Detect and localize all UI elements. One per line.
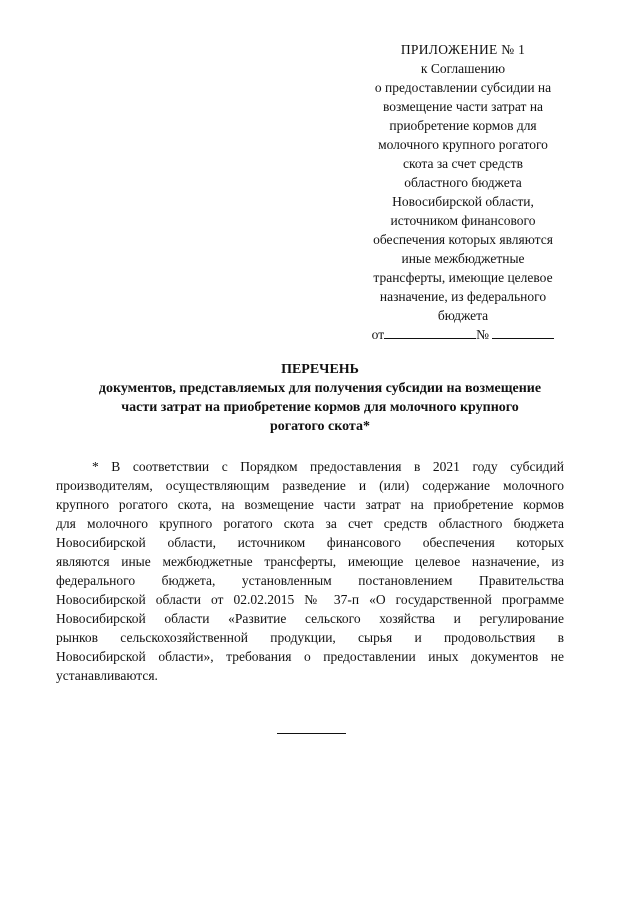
footnote-line: производителям, осуществляющим разведение и (или) содержание молочного xyxy=(56,478,564,493)
appendix-line: молочного крупного рогатого xyxy=(378,137,548,152)
footnote-line: Новосибирской области, источником финансового обеспечения которых xyxy=(56,535,564,550)
appendix-line: назначение, из федерального xyxy=(379,289,547,304)
footnote-line: крупного рогатого скота, на возмещение части затрат на приобретение кормов xyxy=(56,497,564,512)
footnote-line: для молочного крупного рогатого скота за счет средств областного бюджета xyxy=(56,516,564,531)
date-blank-field[interactable] xyxy=(384,325,476,339)
appendix-line: иные межбюджетные xyxy=(401,251,525,266)
footnote-line: устанавливаются. xyxy=(56,668,158,683)
heading-subtitle-line: части затрат на приобретение кормов для молочного крупного xyxy=(121,400,519,415)
appendix-title: ПРИЛОЖЕНИЕ № 1 xyxy=(400,42,526,57)
footnote-line: федерального бюджета, установленным постановлением Правительства xyxy=(56,573,564,588)
date-prefix: от xyxy=(371,327,385,342)
document-heading xyxy=(56,360,584,436)
footnote-line: Новосибирской области», требования о предоставлении иных документов не xyxy=(56,649,564,664)
appendix-line: обеспечения которых являются xyxy=(373,232,553,247)
heading-subtitle-line: документов, представляемых для получения субсидии на возмещение xyxy=(98,381,542,396)
footnote-line: * В соответствии с Порядком предоставления в 2021 году субсидий xyxy=(92,459,564,474)
appendix-line: Новосибирской области, xyxy=(392,194,534,209)
appendix-line: бюджета xyxy=(437,308,489,323)
appendix-line: скота за счет средств xyxy=(402,156,524,171)
appendix-line: трансферты, имеющие целевое xyxy=(373,270,553,285)
closing-divider xyxy=(277,733,346,734)
heading-subtitle-line: рогатого скота* xyxy=(270,419,370,434)
number-prefix: № xyxy=(476,327,489,342)
appendix-line: областного бюджета xyxy=(404,175,522,190)
appendix-line: приобретение кормов для xyxy=(389,118,537,133)
appendix-line: возмещение части затрат на xyxy=(382,99,544,114)
footnote-line: являются иные межбюджетные трансферты, имеющие целевое назначение, из xyxy=(56,554,564,569)
footnote-paragraph xyxy=(56,457,564,685)
agreement-date-number-line xyxy=(352,325,574,344)
footnote-line: Новосибирской области от 02.02.2015 № 37-п «О государственной программе xyxy=(56,592,564,607)
number-blank-field[interactable] xyxy=(492,325,554,339)
footnote-line: Новосибирской области «Развитие сельского хозяйства и регулирование xyxy=(56,611,564,626)
appendix-line: источником финансового xyxy=(390,213,536,228)
appendix-header xyxy=(352,40,574,344)
appendix-line: о предоставлении субсидии на xyxy=(374,80,552,95)
heading-title: ПЕРЕЧЕНЬ xyxy=(281,362,359,377)
footnote-line: рынков сельскохозяйственной продукции, сырья и продовольствия в xyxy=(56,630,564,645)
appendix-line: к Соглашению xyxy=(420,61,506,76)
